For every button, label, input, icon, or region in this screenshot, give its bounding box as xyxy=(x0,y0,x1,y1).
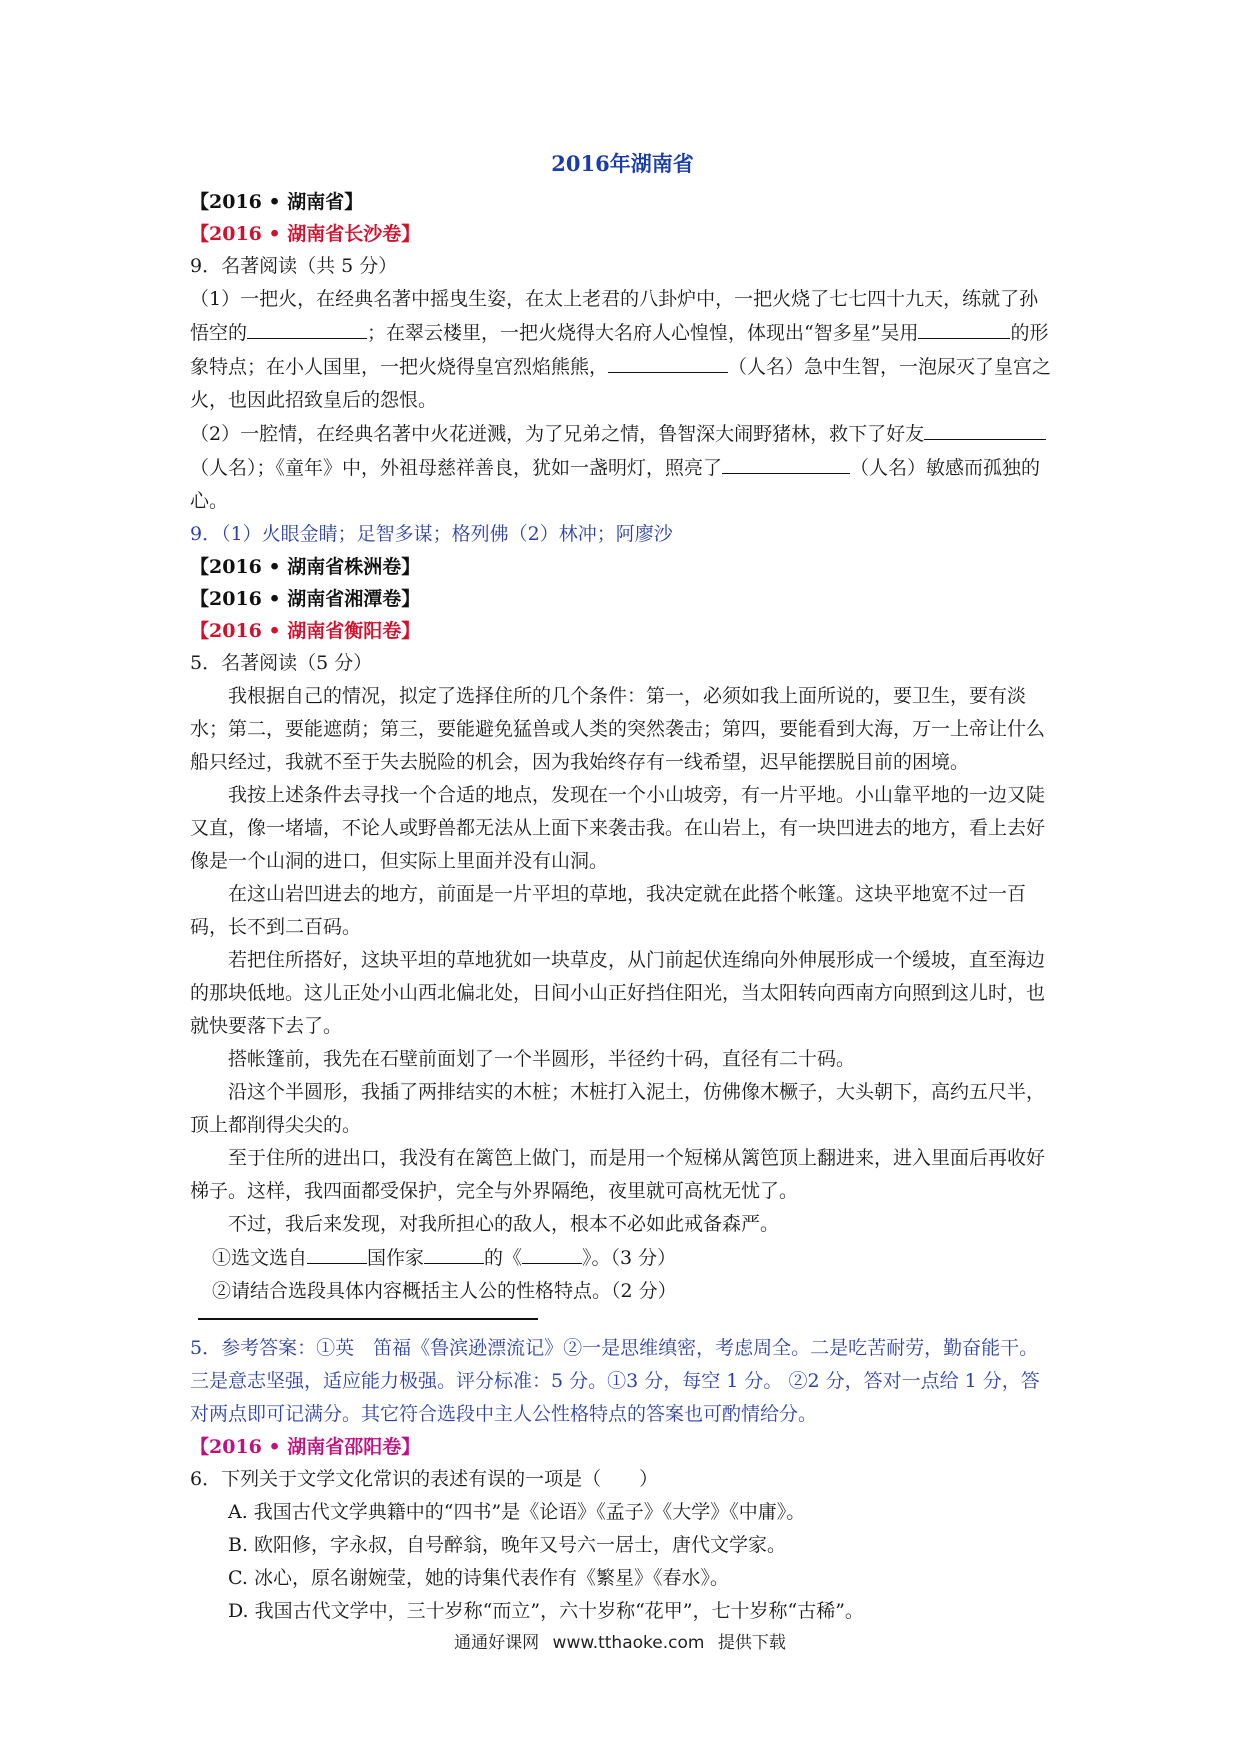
section-header-xiangtan: 【2016 • 湖南省湘潭卷】 xyxy=(190,588,421,610)
q9-text: （人名）急中生智，一泡尿灭了皇宫之火，也因此招致皇后的怨恨。 xyxy=(190,356,1052,411)
passage-paragraph: 搭帐篷前，我先在石壁前面划了一个半圆形，半径约十码，直径有二十码。 xyxy=(228,1048,856,1070)
section-header-shaoyang: 【2016 • 湖南省邵阳卷】 xyxy=(190,1436,421,1458)
answer-blank xyxy=(424,1241,484,1264)
q5-text: 的《 xyxy=(484,1247,523,1269)
footer-suffix: 提供下载 xyxy=(717,1633,786,1653)
question-5-sub1 xyxy=(190,1241,1055,1275)
question-5-sub2: ②请结合选段具体内容概括主人公的性格特点。（2 分） xyxy=(212,1280,677,1302)
answer-blank xyxy=(924,417,1046,440)
passage-paragraph: 我按上述条件去寻找一个合适的地点，发现在一个小山坡旁，有一片平地。小山靠平地的一边又陡又直，像一堵墙，不论人或野兽都无法从上面下来袭击我。在山岩上，有一块凹进去的地方，看上去好像是一个山洞的进口，但实际上里面并没有山洞。 xyxy=(190,784,1046,872)
page-footer xyxy=(0,1628,1240,1653)
answer-blank xyxy=(918,316,1010,339)
answer-blank xyxy=(307,1241,367,1264)
answer-blank xyxy=(722,451,850,474)
section-header-hengyang: 【2016 • 湖南省衡阳卷】 xyxy=(190,620,421,642)
q9-text: 的形象特点；在小人国里，一把火烧得皇宫烈焰熊熊， xyxy=(190,322,1049,378)
passage-paragraph: 至于住所的进出口，我没有在篱笆上做门，而是用一个短梯从篱笆顶上翻进来，进入里面后再收好梯子。这样，我四面都受保护，完全与外界隔绝，夜里就可高枕无忧了。 xyxy=(190,1147,1046,1202)
question-9-part2 xyxy=(190,417,1055,518)
q5-text: ①选文选自 xyxy=(212,1247,308,1269)
answer-blank xyxy=(247,316,367,339)
q9-text: （人名）；《童年》中，外祖母慈祥善良，犹如一盏明灯，照亮了 xyxy=(190,457,723,479)
question-9-heading: 9．名著阅读（共 5 分） xyxy=(190,255,398,277)
question-9-part1 xyxy=(190,283,1055,417)
passage-paragraph: 不过，我后来发现，对我所担心的敌人，根本不必如此戒备森严。 xyxy=(228,1213,780,1235)
footer-site-name: 通通好课网 xyxy=(454,1633,540,1653)
q9-text: ；在翠云楼里，一把火烧得大名府人心惶惶，体现出“智多星”吴用 xyxy=(367,322,919,344)
question-5-heading: 5．名著阅读（5 分） xyxy=(190,652,373,674)
q9-text: （人名）敏感而孤独的心。 xyxy=(190,457,1041,512)
question-6-heading: 6．下列关于文学文化常识的表述有误的一项是（ ） xyxy=(190,1468,659,1490)
option-a: A. 我国古代文学典籍中的“四书”是《论语》《孟子》《大学》《中庸》。 xyxy=(228,1501,806,1523)
section-header-province: 【2016 • 湖南省】 xyxy=(190,191,364,213)
passage-paragraph: 我根据自己的情况，拟定了选择住所的几个条件：第一，必须如我上面所说的，要卫生，要有淡水；第二，要能遮荫；第三，要能避免猛兽或人类的突然袭击；第四，要能看到大海，万一上帝让什么船只经过，我就不至于失去脱险的机会，因为我始终存有一线希望，迟早能摆脱目前的困境。 xyxy=(190,685,1046,773)
passage-paragraph: 沿这个半圆形，我插了两排结实的木桩；木桩打入泥土，仿佛像木橛子，大头朝下，高约五尺半，顶上都削得尖尖的。 xyxy=(190,1081,1046,1136)
passage-paragraph: 在这山岩凹进去的地方，前面是一片平坦的草地，我决定就在此搭个帐篷。这块平地宽不过一百码，长不到二百码。 xyxy=(190,883,1027,938)
page-title: 2016年湖南省 xyxy=(551,151,694,176)
q5-text: 》。（3 分） xyxy=(582,1247,677,1269)
question-9-answer: 9．（1）火眼金睛；足智多谋；格列佛（2）林冲；阿廖沙 xyxy=(190,523,673,545)
option-c: C. 冰心，原名谢婉莹，她的诗集代表作有《繁星》《春水》。 xyxy=(228,1567,729,1589)
answer-blank xyxy=(522,1241,582,1264)
footer-url[interactable]: www.tthaoke.com xyxy=(552,1633,705,1653)
option-b: B. 欧阳修，字永叔，自号醉翁，晚年又号六一居士，唐代文学家。 xyxy=(228,1534,787,1556)
section-header-changsha: 【2016 • 湖南省长沙卷】 xyxy=(190,223,421,245)
q5-text: 国作家 xyxy=(367,1247,425,1269)
passage-paragraph: 若把住所搭好，这块平坦的草地犹如一块草皮，从门前起伏连绵向外伸展形成一个缓坡，直至海边的那块低地。这儿正处小山西北偏北处，日间小山正好挡住阳光，当太阳转向西南方向照到这儿时，也就快要落下去了。 xyxy=(190,949,1046,1037)
section-header-zhuzhou: 【2016 • 湖南省株洲卷】 xyxy=(190,556,421,578)
q9-text: （2）一腔情，在经典名著中火花迸溅，为了兄弟之情，鲁智深大闹野猪林，救下了好友 xyxy=(190,423,925,445)
answer-line xyxy=(198,1318,538,1320)
question-5-answer: 5．参考答案：①英 笛福《鲁滨逊漂流记》②一是思维缜密，考虑周全。二是吃苦耐劳，勤奋能干。三是意志坚强，适应能力极强。评分标准：5 分。①3 分，每空 1 分。 ②2 分，答对一点给 1 分，答对两点即可记满分。其它符合选段中主人公性格特点的答案也可酌情给分。 xyxy=(190,1337,1040,1425)
option-d: D. 我国古代文学中，三十岁称“而立”，六十岁称“花甲”，七十岁称“古稀”。 xyxy=(228,1600,864,1622)
answer-blank xyxy=(608,350,728,373)
q9-text: （1）一把火，在经典名著中摇曳生姿，在太上老君的八卦炉中，一把火烧了七七四十九天，练就了孙悟空的 xyxy=(190,288,1039,344)
